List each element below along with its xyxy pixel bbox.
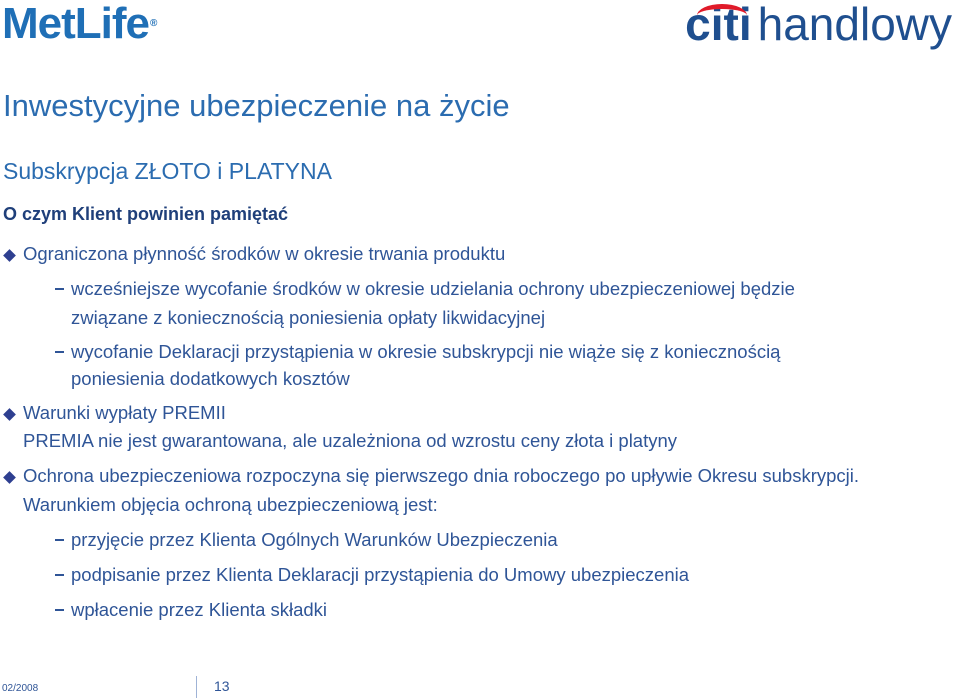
dash-icon (55, 609, 64, 611)
footer-divider (196, 676, 197, 698)
dash-icon (55, 288, 64, 290)
bullet-diamond-icon (3, 471, 16, 484)
bullet-1-sub-1-line-1: wcześniejsze wycofanie środków w okresie udzielania ochrony ubezpieczeniowej będzie (71, 278, 795, 299)
bullet-3-sub-3: wpłacenie przez Klienta składki (71, 599, 328, 620)
page-number: 13 (214, 678, 230, 694)
bullet-3-sub-2: podpisanie przez Klienta Deklaracji przystąpienia do Umowy ubezpieczenia (71, 564, 690, 585)
bullet-1-sub-2-line-1: wycofanie Deklaracji przystąpienia w okresie subskrypcji nie wiąże się z koniecznością (71, 341, 781, 362)
metlife-logo (2, 2, 156, 46)
bullet-3-sub-1: przyjęcie przez Klienta Ogólnych Warunków Ubezpieczenia (71, 529, 558, 550)
bullet-1-sub-1-line-2: związane z koniecznością poniesienia opłaty likwidacyjnej (71, 307, 546, 328)
page-title: Inwestycyjne ubezpieczenie na życie (3, 88, 510, 123)
dash-icon (55, 574, 64, 576)
bullet-diamond-icon (3, 249, 16, 262)
handlowy-logo-text: handlowy (757, 0, 952, 50)
section-heading: O czym Klient powinien pamiętać (3, 204, 289, 224)
bullet-1-sub-2-line-2: poniesienia dodatkowych kosztów (71, 368, 350, 389)
bullet-1-text: Ograniczona płynność środków w okresie trwania produktu (23, 243, 506, 264)
bullet-3-continuation: Warunkiem objęcia ochroną ubezpieczeniową jest: (23, 494, 438, 515)
bullet-3-text: Ochrona ubezpieczeniowa rozpoczyna się pierwszego dnia roboczego po upływie Okresu subskrypcji. (23, 465, 860, 486)
citi-logo-text: citi (685, 0, 752, 50)
bullet-diamond-icon (3, 408, 16, 421)
bullet-2-text: Warunki wypłaty PREMII (23, 402, 226, 423)
footer-date: 02/2008 (2, 683, 39, 694)
metlife-logo-text: MetLife (2, 0, 149, 48)
dash-icon (55, 351, 64, 353)
bullet-2-continuation: PREMIA nie jest gwarantowana, ale uzależniona od wzrostu ceny złota i platyny (23, 430, 678, 451)
citi-handlowy-logo (685, 0, 952, 48)
dash-icon (55, 539, 64, 541)
page-subtitle: Subskrypcja ZŁOTO i PLATYNA (3, 158, 332, 184)
metlife-registered-mark: ® (150, 18, 157, 29)
citi-arc-icon (697, 4, 747, 27)
